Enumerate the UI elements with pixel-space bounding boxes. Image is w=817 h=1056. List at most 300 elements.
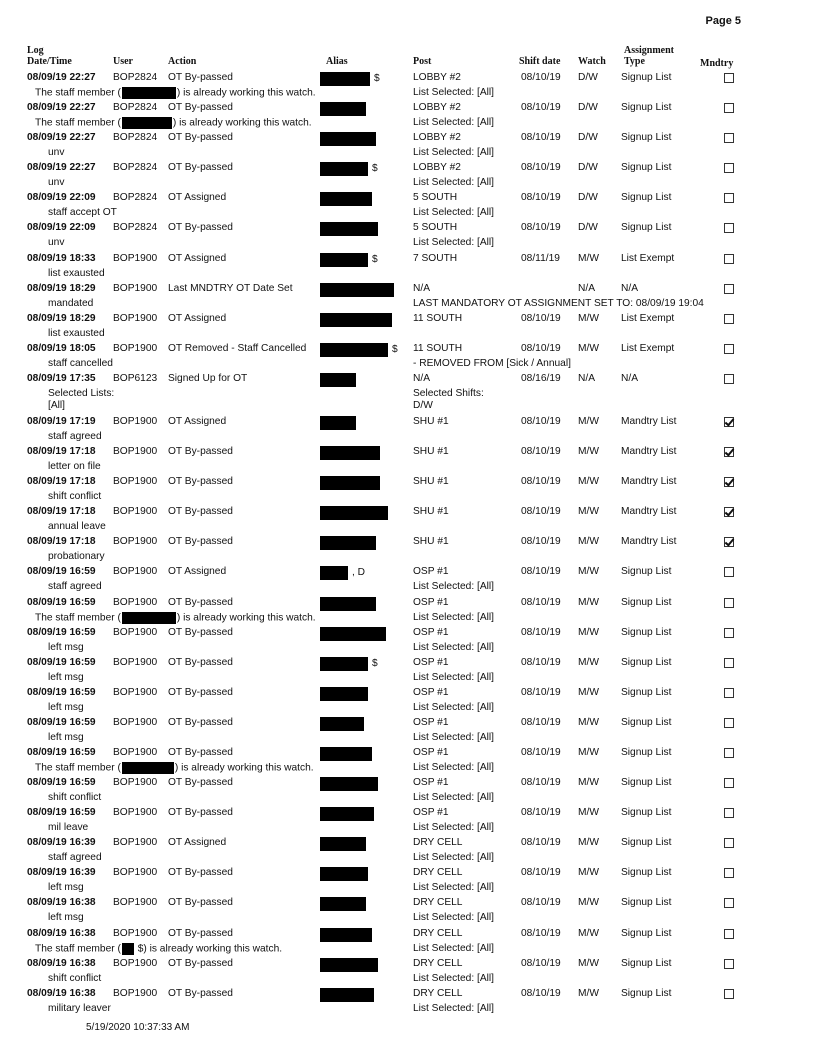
alias-suffix: $ bbox=[372, 657, 378, 669]
alias-redaction bbox=[320, 446, 380, 460]
action-text: OT By-passed bbox=[168, 132, 233, 144]
assignment-type: List Exempt bbox=[621, 252, 675, 264]
post-name: N/A bbox=[413, 282, 430, 294]
post-detail: List Selected: [All] bbox=[413, 207, 494, 219]
user-id: BOP2824 bbox=[113, 72, 158, 83]
alias-cell bbox=[320, 102, 370, 116]
post-detail: List Selected: [All] bbox=[413, 581, 494, 593]
log-row bbox=[0, 897, 817, 927]
log-row bbox=[0, 928, 817, 958]
alias-redaction bbox=[320, 867, 368, 881]
alias-redaction bbox=[320, 717, 364, 731]
log-row bbox=[0, 416, 817, 446]
log-note: shift conflict bbox=[48, 792, 102, 804]
action-text: OT Assigned bbox=[168, 252, 227, 264]
shift-date: 08/10/19 bbox=[521, 837, 561, 849]
user-id: BOP1900 bbox=[113, 987, 158, 999]
note-redaction bbox=[122, 762, 174, 774]
shift-date: 08/10/19 bbox=[521, 927, 561, 939]
log-row bbox=[0, 446, 817, 476]
watch: N/A bbox=[578, 282, 595, 294]
watch: M/W bbox=[578, 252, 599, 264]
mandatory-checkbox[interactable] bbox=[724, 314, 734, 324]
watch: M/W bbox=[578, 476, 599, 488]
log-datetime: 08/09/19 22:27 bbox=[27, 162, 96, 174]
alias-cell bbox=[320, 446, 384, 460]
post-detail: List Selected: [All] bbox=[413, 671, 494, 683]
mandatory-checkbox[interactable] bbox=[724, 284, 734, 294]
alias-cell bbox=[320, 536, 380, 550]
assignment-type: Signup List bbox=[621, 716, 672, 728]
mandatory-checkbox[interactable] bbox=[724, 628, 734, 638]
action-text: OT By-passed bbox=[168, 626, 233, 638]
alias-cell bbox=[320, 867, 372, 881]
watch: M/W bbox=[578, 342, 599, 354]
mandatory-checkbox[interactable] bbox=[724, 477, 734, 487]
log-datetime: 08/09/19 18:33 bbox=[27, 252, 96, 264]
alias-redaction bbox=[320, 777, 378, 791]
log-note: staff accept OT bbox=[48, 207, 117, 219]
shift-date: 08/10/19 bbox=[521, 222, 561, 234]
user-id: BOP1900 bbox=[113, 596, 158, 608]
watch: D/W bbox=[578, 162, 598, 174]
shift-date: 08/10/19 bbox=[521, 777, 561, 789]
action-text: OT By-passed bbox=[168, 446, 233, 458]
post-detail: List Selected: [All] bbox=[413, 912, 494, 924]
assignment-type: Signup List bbox=[621, 132, 672, 144]
watch: M/W bbox=[578, 867, 599, 879]
post-detail: List Selected: [All] bbox=[413, 117, 494, 129]
post-detail: List Selected: [All] bbox=[413, 701, 494, 713]
log-datetime: 08/09/19 16:38 bbox=[27, 927, 96, 939]
shift-date: 08/10/19 bbox=[521, 686, 561, 698]
post-name: SHU #1 bbox=[413, 446, 449, 458]
shift-date: 08/10/19 bbox=[521, 132, 561, 144]
alias-redaction bbox=[320, 476, 380, 490]
header-watch: Watch bbox=[578, 56, 606, 67]
user-id: BOP2824 bbox=[113, 162, 158, 174]
alias-redaction bbox=[320, 132, 376, 146]
log-row bbox=[0, 476, 817, 506]
alias-redaction bbox=[320, 283, 394, 297]
header-log: Log bbox=[27, 45, 44, 56]
log-row bbox=[0, 102, 817, 132]
post-name: LOBBY #2 bbox=[413, 72, 461, 83]
mandatory-checkbox[interactable] bbox=[724, 658, 734, 668]
shift-date: 08/10/19 bbox=[521, 957, 561, 969]
alias-suffix: $ bbox=[372, 163, 378, 175]
watch: D/W bbox=[578, 102, 598, 114]
shift-date: 08/10/19 bbox=[521, 446, 561, 458]
log-datetime: 08/09/19 17:35 bbox=[27, 372, 96, 384]
header-alias: Alias bbox=[326, 56, 348, 67]
alias-redaction bbox=[320, 566, 348, 580]
mandatory-checkbox[interactable] bbox=[724, 537, 734, 547]
log-note: annual leave bbox=[48, 521, 106, 533]
log-datetime: 08/09/19 18:05 bbox=[27, 342, 96, 354]
log-datetime: 08/09/19 22:09 bbox=[27, 222, 96, 234]
shift-date: 08/10/19 bbox=[521, 536, 561, 548]
log-row bbox=[0, 777, 817, 807]
post-detail: LAST MANDATORY OT ASSIGNMENT SET TO: 08/09/19 19:04 bbox=[413, 297, 704, 309]
post-name: OSP #1 bbox=[413, 596, 449, 608]
log-datetime: 08/09/19 16:59 bbox=[27, 596, 96, 608]
post-detail: List Selected: [All] bbox=[413, 792, 494, 804]
post-detail: List Selected: [All] bbox=[413, 177, 494, 189]
log-note bbox=[35, 762, 314, 775]
user-id: BOP1900 bbox=[113, 897, 158, 909]
assignment-type: Signup List bbox=[621, 807, 672, 819]
shift-date: 08/10/19 bbox=[521, 867, 561, 879]
log-note: left msg bbox=[48, 671, 84, 683]
post-name: 7 SOUTH bbox=[413, 252, 458, 264]
alias-redaction bbox=[320, 192, 372, 206]
note-redaction bbox=[122, 612, 176, 624]
log-note: unv bbox=[48, 237, 65, 249]
post-detail: List Selected: [All] bbox=[413, 852, 494, 864]
user-id: BOP1900 bbox=[113, 476, 158, 488]
log-datetime: 08/09/19 18:29 bbox=[27, 312, 96, 324]
user-id: BOP1900 bbox=[113, 716, 158, 728]
alias-cell bbox=[320, 597, 380, 611]
alias-cell bbox=[320, 343, 398, 357]
log-datetime: 08/09/19 16:59 bbox=[27, 626, 96, 638]
table-header bbox=[0, 46, 817, 72]
shift-date: 08/10/19 bbox=[521, 716, 561, 728]
post-name: DRY CELL bbox=[413, 897, 463, 909]
mandatory-checkbox[interactable] bbox=[724, 163, 734, 173]
alias-cell bbox=[320, 253, 378, 267]
shift-date: 08/10/19 bbox=[521, 312, 561, 324]
mandatory-checkbox[interactable] bbox=[724, 808, 734, 818]
log-note bbox=[35, 117, 312, 130]
post-detail: - REMOVED FROM [Sick / Annual] bbox=[413, 357, 571, 369]
action-text: OT By-passed bbox=[168, 987, 233, 999]
shift-date: 08/10/19 bbox=[521, 342, 561, 354]
mandatory-checkbox[interactable] bbox=[724, 989, 734, 999]
log-datetime: 08/09/19 16:38 bbox=[27, 957, 96, 969]
mandatory-checkbox[interactable] bbox=[724, 133, 734, 143]
alias-redaction bbox=[320, 747, 372, 761]
post-detail: List Selected: [All] bbox=[413, 611, 494, 623]
assignment-type: Mandtry List bbox=[621, 415, 677, 427]
note-text-end: ) is already working this watch. bbox=[176, 87, 316, 99]
alias-cell bbox=[320, 657, 378, 671]
mandatory-checkbox[interactable] bbox=[724, 898, 734, 908]
log-datetime: 08/09/19 16:38 bbox=[27, 987, 96, 999]
shift-date: 08/10/19 bbox=[521, 807, 561, 819]
alias-cell bbox=[320, 162, 378, 176]
log-row bbox=[0, 132, 817, 162]
log-datetime: 08/09/19 17:18 bbox=[27, 536, 96, 548]
action-text: OT By-passed bbox=[168, 476, 233, 488]
alias-redaction bbox=[320, 597, 376, 611]
alias-cell bbox=[320, 313, 396, 327]
shift-date: 08/10/19 bbox=[521, 596, 561, 608]
log-row bbox=[0, 192, 817, 222]
post-detail: List Selected: [All] bbox=[413, 882, 494, 894]
assignment-type: Signup List bbox=[621, 897, 672, 909]
assignment-type: Signup List bbox=[621, 596, 672, 608]
assignment-type: Signup List bbox=[621, 72, 672, 83]
assignment-type: Signup List bbox=[621, 837, 672, 849]
post-name: LOBBY #2 bbox=[413, 162, 461, 174]
note-redaction bbox=[122, 87, 176, 99]
log-row bbox=[0, 373, 817, 416]
post-name: OSP #1 bbox=[413, 746, 449, 758]
alias-redaction bbox=[320, 958, 378, 972]
mandatory-checkbox[interactable] bbox=[724, 718, 734, 728]
assignment-type: Mandtry List bbox=[621, 506, 677, 518]
note-redaction bbox=[122, 943, 134, 955]
watch: M/W bbox=[578, 716, 599, 728]
mandatory-checkbox[interactable] bbox=[724, 73, 734, 83]
alias-cell bbox=[320, 807, 378, 821]
alias-cell bbox=[320, 506, 392, 520]
watch: M/W bbox=[578, 536, 599, 548]
alias-cell bbox=[320, 373, 360, 387]
log-note: staff agreed bbox=[48, 852, 102, 864]
watch: M/W bbox=[578, 777, 599, 789]
assignment-type: Signup List bbox=[621, 192, 672, 204]
post-detail: List Selected: [All] bbox=[413, 1002, 494, 1014]
mandatory-checkbox[interactable] bbox=[724, 103, 734, 113]
post-name: N/A bbox=[413, 372, 430, 384]
log-note: list exausted bbox=[48, 267, 105, 279]
action-text: OT By-passed bbox=[168, 506, 233, 518]
alias-cell bbox=[320, 717, 368, 731]
alias-redaction bbox=[320, 506, 388, 520]
alias-cell bbox=[320, 72, 380, 86]
alias-redaction bbox=[320, 627, 386, 641]
mandatory-checkbox[interactable] bbox=[724, 778, 734, 788]
log-row bbox=[0, 343, 817, 373]
alias-cell bbox=[320, 777, 382, 791]
mandatory-checkbox[interactable] bbox=[724, 959, 734, 969]
mandatory-checkbox[interactable] bbox=[724, 688, 734, 698]
action-text: OT By-passed bbox=[168, 927, 233, 939]
log-row bbox=[0, 627, 817, 657]
post-name: SHU #1 bbox=[413, 536, 449, 548]
assignment-type: N/A bbox=[621, 282, 638, 294]
post-name: OSP #1 bbox=[413, 716, 449, 728]
mandatory-checkbox[interactable] bbox=[724, 868, 734, 878]
action-text: OT By-passed bbox=[168, 957, 233, 969]
mandatory-checkbox[interactable] bbox=[724, 447, 734, 457]
action-text: OT Assigned bbox=[168, 192, 227, 204]
user-id: BOP1900 bbox=[113, 626, 158, 638]
log-datetime: 08/09/19 17:18 bbox=[27, 476, 96, 488]
post-name: 11 SOUTH bbox=[413, 342, 463, 354]
alias-redaction bbox=[320, 72, 370, 86]
user-id: BOP1900 bbox=[113, 566, 158, 578]
post-name: OSP #1 bbox=[413, 686, 449, 698]
log-note: probationary bbox=[48, 551, 105, 563]
log-note: left msg bbox=[48, 641, 84, 653]
assignment-type: List Exempt bbox=[621, 312, 675, 324]
note-text-start: The staff member ( bbox=[35, 117, 121, 129]
shift-date: 08/10/19 bbox=[521, 566, 561, 578]
watch: M/W bbox=[578, 446, 599, 458]
header-mndtry: Mndtry bbox=[700, 58, 734, 69]
log-datetime: 08/09/19 16:59 bbox=[27, 746, 96, 758]
action-text: OT By-passed bbox=[168, 162, 233, 174]
alias-redaction bbox=[320, 373, 356, 387]
alias-redaction bbox=[320, 837, 366, 851]
mandatory-checkbox[interactable] bbox=[724, 223, 734, 233]
log-note: staff agreed bbox=[48, 581, 102, 593]
user-id: BOP1900 bbox=[113, 282, 158, 294]
log-row bbox=[0, 72, 817, 102]
user-id: BOP2824 bbox=[113, 132, 158, 144]
alias-redaction bbox=[320, 162, 368, 176]
shift-date: 08/10/19 bbox=[521, 192, 561, 204]
log-row bbox=[0, 283, 817, 313]
note-text-end: ) is already working this watch. bbox=[176, 612, 316, 624]
user-id: BOP1900 bbox=[113, 656, 158, 668]
shift-date: 08/10/19 bbox=[521, 656, 561, 668]
post-detail: List Selected: [All] bbox=[413, 972, 494, 984]
shift-date: 08/10/19 bbox=[521, 897, 561, 909]
header-datetime: Date/Time bbox=[27, 56, 72, 67]
mandatory-checkbox[interactable] bbox=[724, 344, 734, 354]
shift-date: 08/10/19 bbox=[521, 987, 561, 999]
alias-redaction bbox=[320, 313, 392, 327]
assignment-type: Signup List bbox=[621, 686, 672, 698]
log-note: unv bbox=[48, 177, 65, 189]
alias-cell bbox=[320, 416, 360, 430]
action-text: OT Assigned bbox=[168, 312, 227, 324]
log-datetime: 08/09/19 22:27 bbox=[27, 72, 96, 83]
log-datetime: 08/09/19 22:09 bbox=[27, 192, 96, 204]
user-id: BOP1900 bbox=[113, 536, 158, 548]
post-name: LOBBY #2 bbox=[413, 102, 461, 114]
watch: M/W bbox=[578, 686, 599, 698]
post-detail: List Selected: [All] bbox=[413, 731, 494, 743]
assignment-type: Signup List bbox=[621, 656, 672, 668]
log-note bbox=[35, 943, 282, 956]
action-text: OT Removed - Staff Cancelled bbox=[168, 342, 307, 354]
alias-cell bbox=[320, 837, 370, 851]
header-shift-date: Shift date bbox=[519, 56, 561, 67]
note-text-end: $) is already working this watch. bbox=[134, 943, 283, 955]
assignment-type: Signup List bbox=[621, 626, 672, 638]
alias-suffix: $ bbox=[374, 73, 380, 84]
log-datetime: 08/09/19 16:39 bbox=[27, 867, 96, 879]
log-note: staff cancelled bbox=[48, 357, 113, 369]
watch: M/W bbox=[578, 626, 599, 638]
shift-date: 08/10/19 bbox=[521, 506, 561, 518]
log-datetime: 08/09/19 22:27 bbox=[27, 132, 96, 144]
log-row bbox=[0, 253, 817, 283]
log-note: staff agreed bbox=[48, 430, 102, 442]
watch: D/W bbox=[578, 222, 598, 234]
post-detail-continued: D/W bbox=[413, 399, 433, 411]
alias-cell bbox=[320, 928, 376, 942]
alias-suffix: $ bbox=[392, 343, 398, 355]
post-detail: List Selected: [All] bbox=[413, 942, 494, 954]
log-note: shift conflict bbox=[48, 972, 102, 984]
mandatory-checkbox[interactable] bbox=[724, 838, 734, 848]
mandatory-checkbox[interactable] bbox=[724, 567, 734, 577]
log-row bbox=[0, 313, 817, 343]
action-text: OT By-passed bbox=[168, 746, 233, 758]
log-note: shift conflict bbox=[48, 491, 102, 503]
alias-cell bbox=[320, 897, 370, 911]
watch: M/W bbox=[578, 807, 599, 819]
post-name: DRY CELL bbox=[413, 867, 463, 879]
post-name: OSP #1 bbox=[413, 807, 449, 819]
alias-cell bbox=[320, 192, 376, 206]
log-datetime: 08/09/19 16:38 bbox=[27, 897, 96, 909]
log-datetime: 08/09/19 16:59 bbox=[27, 566, 96, 578]
mandatory-checkbox[interactable] bbox=[724, 193, 734, 203]
log-note bbox=[35, 612, 316, 625]
post-name: OSP #1 bbox=[413, 626, 449, 638]
watch: M/W bbox=[578, 837, 599, 849]
log-note: left msg bbox=[48, 701, 84, 713]
user-id: BOP1900 bbox=[113, 506, 158, 518]
user-id: BOP1900 bbox=[113, 927, 158, 939]
shift-date: 08/10/19 bbox=[521, 162, 561, 174]
action-text: OT By-passed bbox=[168, 867, 233, 879]
mandatory-checkbox[interactable] bbox=[724, 254, 734, 264]
action-text: OT Assigned bbox=[168, 837, 227, 849]
post-name: DRY CELL bbox=[413, 957, 463, 969]
alias-cell bbox=[320, 627, 390, 641]
log-datetime: 08/09/19 18:29 bbox=[27, 282, 96, 294]
user-id: BOP1900 bbox=[113, 807, 158, 819]
header-type: Type bbox=[624, 56, 645, 67]
alias-cell bbox=[320, 222, 382, 236]
alias-redaction bbox=[320, 253, 368, 267]
log-row bbox=[0, 687, 817, 717]
mandatory-checkbox[interactable] bbox=[724, 417, 734, 427]
mandatory-checkbox[interactable] bbox=[724, 929, 734, 939]
mandatory-checkbox[interactable] bbox=[724, 374, 734, 384]
log-row bbox=[0, 536, 817, 566]
log-row bbox=[0, 988, 817, 1018]
log-note: military leaver bbox=[48, 1002, 111, 1014]
watch: M/W bbox=[578, 312, 599, 324]
alias-cell bbox=[320, 283, 398, 297]
post-detail: List Selected: [All] bbox=[413, 147, 494, 159]
post-name: SHU #1 bbox=[413, 476, 449, 488]
shift-date: 08/10/19 bbox=[521, 476, 561, 488]
shift-date: 08/10/19 bbox=[521, 626, 561, 638]
alias-suffix: $ bbox=[372, 253, 378, 265]
alias-suffix: , D bbox=[352, 567, 366, 579]
post-detail: List Selected: [All] bbox=[413, 641, 494, 653]
watch: N/A bbox=[578, 372, 595, 384]
mandatory-checkbox[interactable] bbox=[724, 748, 734, 758]
watch: M/W bbox=[578, 506, 599, 518]
action-text: OT By-passed bbox=[168, 596, 233, 608]
alias-cell bbox=[320, 566, 365, 580]
alias-cell bbox=[320, 476, 384, 490]
action-text: OT By-passed bbox=[168, 656, 233, 668]
watch: D/W bbox=[578, 72, 598, 83]
log-row bbox=[0, 162, 817, 192]
alias-redaction bbox=[320, 657, 368, 671]
mandatory-checkbox[interactable] bbox=[724, 598, 734, 608]
mandatory-checkbox[interactable] bbox=[724, 507, 734, 517]
user-id: BOP1900 bbox=[113, 777, 158, 789]
post-name: SHU #1 bbox=[413, 506, 449, 518]
shift-date: 08/10/19 bbox=[521, 746, 561, 758]
alias-redaction bbox=[320, 928, 372, 942]
header-user: User bbox=[113, 56, 133, 67]
